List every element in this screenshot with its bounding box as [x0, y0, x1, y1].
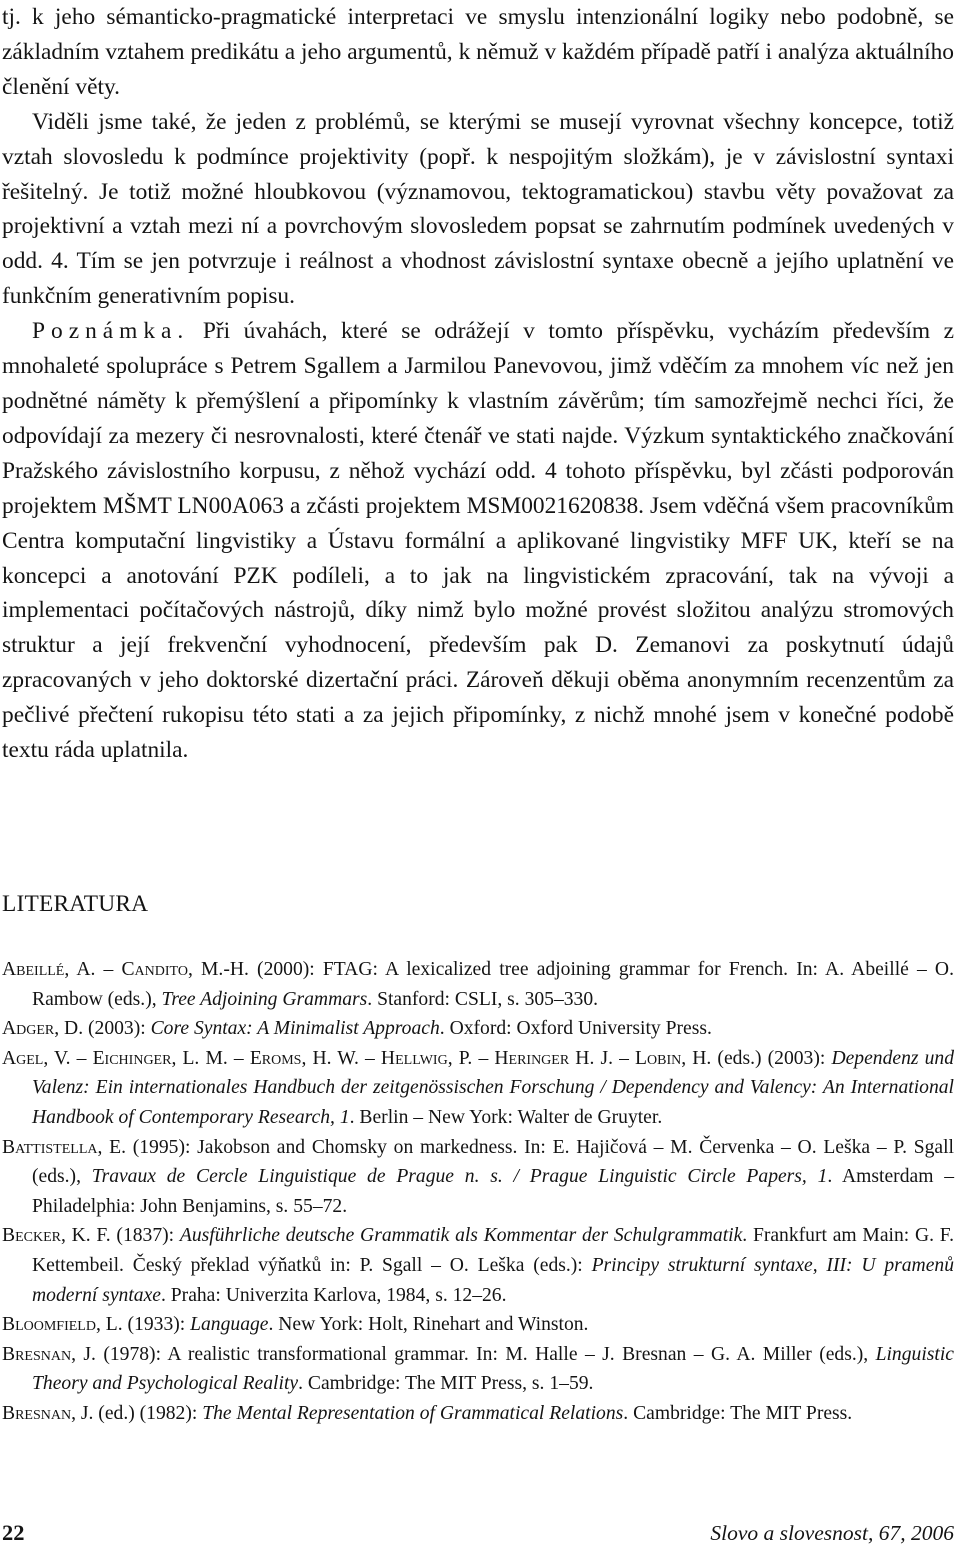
note-label: Poznámka. — [32, 318, 190, 345]
literature-heading: LITERATURA — [2, 891, 149, 917]
reference-item: Agel, V. – Eichinger, L. M. – Eroms, H. W. – Hellwig, P. – Heringer H. J. – Lobin, H. (eds.) (2003): Dependenz und Valenz: Ein internationales Handbuch der zeitgenössischen Forschung / Dependency and Valency: An International Handbook of Contemporary Research, 1. Berlin – New York: Walter de Gruyter. — [2, 1047, 955, 1128]
ref-title: Linguistic Theory and Psychological Reality — [32, 1343, 954, 1395]
reference-item: Becker, K. F. (1837): Ausführliche deutsche Grammatik als Kommentar der Schulgrammatik. Frankfurt am Main: G. F. Kettembeil. Český překlad výňatků in: P. Sgall – O. Leška (eds.): Principy strukturní syntaxe, III: U pramenů moderní syntaxe. Praha: Univerzita Karlova, 1984, s. 12–26. — [2, 1225, 954, 1306]
page-footer — [2, 1520, 954, 1546]
ref-authors: Bresnan, J. — [2, 1402, 94, 1424]
ref-title: Dependenz und Valenz: Ein internationales Handbuch der zeitgenössischen Forschung / Dependency and Valency: An International Handbook of Contemporary Research, 1 — [32, 1047, 955, 1128]
reference-item: Bresnan, J. (1978): A realistic transformational grammar. In: M. Halle – J. Bresnan – G. A. Miller (eds.), Linguistic Theory and Psychological Reality. Cambridge: The MIT Press, s. 1–59. — [2, 1343, 954, 1395]
reference-item: Adger, D. (2003): Core Syntax: A Minimalist Approach. Oxford: Oxford University Press. — [2, 1018, 712, 1040]
ref-authors: Bloomfield, L. — [2, 1314, 123, 1336]
ref-authors: Abeillé, A. – Candito, M.-H. — [2, 959, 249, 980]
ref-title: Core Syntax: A Minimalist Approach — [150, 1018, 440, 1040]
ref-authors: Agel, V. – Eichinger, L. M. – Eroms, H. W. – Hellwig, P. – Heringer H. J. – Lobin, H. — [2, 1047, 712, 1069]
paragraph-conclusion: Viděli jsme také, že jeden z problémů, se kterými se musejí vyrovnat všechny koncepce, totiž vztah slovosledu k podmínce projektivity (popř. k nespojitým složkám), je v závislostní syntaxi řešitelný. Je totiž možné hloubkovou (významovou, tektogramatickou) stavbu věty považovat za projektivní a vztah mezi ní a povrchovým slovosledem popsat se zahrnutím podmínek uvedených v odd. 4. Tím se jen potvrzuje i reálnost a vhodnost závislostní syntaxe obecně a jejího uplatnění ve funkčním generativním popisu. — [2, 108, 954, 310]
ref-title: Tree Adjoining Grammars — [161, 988, 368, 1010]
journal-citation: Slovo a slovesnost, 67, 2006 — [710, 1521, 954, 1545]
body-text — [2, 0, 954, 768]
ref-authors: Battistella, E. — [2, 1136, 126, 1158]
reference-item: Bloomfield, L. (1933): Language. New York: Holt, Rinehart and Winston. — [2, 1314, 589, 1336]
reference-list — [2, 955, 954, 1429]
ref-authors: Becker, K. F. — [2, 1225, 111, 1247]
paragraph-continuation: tj. k jeho sémanticko-pragmatické interpretaci ve smyslu intenzionální logiky nebo podobně, se základním vztahem predikátu a jeho argumentů, k němuž v každém případě patří i analýza aktuálního členění věty. — [2, 4, 954, 100]
ref-title: The Mental Representation of Grammatical Relations — [202, 1402, 624, 1424]
ref-title: Language — [190, 1314, 269, 1336]
reference-item: Bresnan, J. (ed.) (1982): The Mental Representation of Grammatical Relations. Cambridge: The MIT Press. — [2, 1402, 853, 1424]
ref-title: Ausführliche deutsche Grammatik als Kommentar der Schulgrammatik — [179, 1225, 743, 1247]
ref-title-translation: Principy strukturní syntaxe, III: U pramenů moderní syntaxe — [32, 1254, 954, 1306]
reference-item: Abeillé, A. – Candito, M.-H. (2000): FTAG: A lexicalized tree adjoining grammar for French. In: A. Abeillé – O. Rambow (eds.), Tree Adjoining Grammars. Stanford: CSLI, s. 305–330. — [2, 959, 954, 1010]
page-number: 22 — [2, 1520, 25, 1545]
ref-title: Travaux de Cercle Linguistique de Prague n. s. / Prague Linguistic Circle Papers, 1 — [91, 1166, 828, 1188]
note-text: Při úvahách, které se odrážejí v tomto příspěvku, vycházím především z mnohaleté spolupráce s Petrem Sgallem a Jarmilou Panevovou, jimž vděčím za mnohem víc než jen podnětné náměty k přemýšlení a připomínky k vlastním závěrům; tím samozřejmě nechci říci, že odpovídají za mezery či nesrovnalosti, které čtenář ve stati najde. Výzkum syntaktického značkování Pražského závislostního korpusu, z něhož vychází odd. 4 tohoto příspěvku, byl zčásti podporován projektem MŠMT LN00A063 a zčásti projektem MSM0021620838. Jsem vděčná všem pracovníkům Centra komputační lingvistiky a Ústavu formální a aplikované lingvistiky MFF UK, kteří se na koncepci a anotování PZK podíleli, a to jak na lingvistickém zpracování, tak na vývoji a implementaci počítačových nástrojů, díky nimž bylo možné provést složitou analýzu stromových struktur a její frekvenční vyhodnocení, především pak D. Zemanovi za poskytnutí údajů zpracovaných v jeho doktorské dizertační práci. Zároveň děkuji oběma anonymním recenzentům za pečlivé přečtení rukopisu této stati a za jejich připomínky, z nichž mnohé jsem v konečné podobě textu ráda uplatnila. — [2, 318, 954, 764]
acknowledgement-note — [2, 314, 954, 768]
reference-item: Battistella, E. (1995): Jakobson and Chomsky on markedness. In: E. Hajičová – M. Červenka – O. Leška – P. Sgall (eds.), Travaux de Cercle Linguistique de Prague n. s. / Prague Linguistic Circle Papers, 1. Amsterdam – Philadelphia: John Benjamins, s. 55–72. — [2, 1136, 955, 1217]
ref-authors: Bresnan, J. — [2, 1343, 96, 1365]
ref-authors: Adger, D. — [2, 1018, 84, 1040]
